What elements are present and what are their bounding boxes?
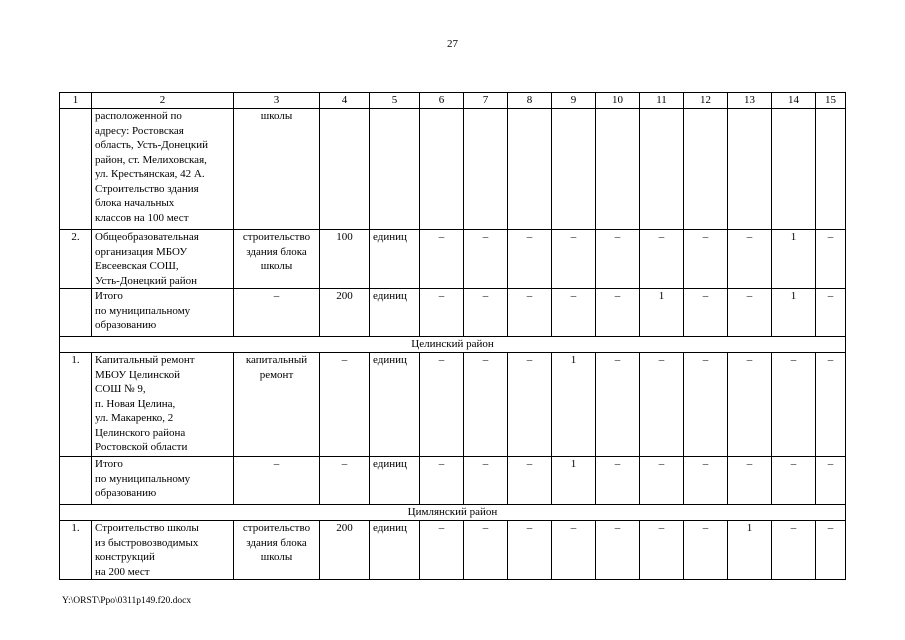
table-cell — [420, 109, 464, 230]
section-row — [60, 505, 846, 521]
cell-text: МБОУ Целинской — [95, 368, 181, 381]
column-header: 8 — [508, 93, 552, 109]
table-cell — [60, 289, 92, 337]
cell-text: школы — [260, 260, 293, 272]
table-cell — [728, 353, 772, 457]
table-cell — [508, 230, 552, 289]
table-cell — [684, 109, 728, 230]
table-cell — [816, 109, 846, 230]
table-cell — [728, 109, 772, 230]
table-cell — [508, 521, 552, 580]
table-row — [60, 109, 846, 230]
cell-text: Ростовской области — [95, 441, 188, 453]
table-cell — [508, 457, 552, 505]
cell-text: – — [482, 290, 489, 302]
cell-text: 200 — [336, 290, 353, 302]
cell-text: – — [614, 354, 621, 366]
cell-text: здания блока — [246, 536, 307, 549]
cell-text: по муниципальному — [95, 304, 191, 317]
table-cell — [552, 289, 596, 337]
table-cell — [60, 457, 92, 505]
table-cell — [234, 353, 320, 457]
table-cell — [234, 457, 320, 505]
cell-text: адресу: Ростовская — [95, 124, 184, 137]
cell-text: единиц — [373, 354, 407, 366]
cell-text: – — [827, 458, 834, 470]
cell-text: единиц — [373, 231, 407, 243]
cell-text: Общеобразовательная — [95, 231, 199, 243]
table-row — [60, 353, 846, 457]
cell-text: – — [482, 231, 489, 243]
cell-text: – — [702, 458, 709, 470]
cell-text: здания блока — [246, 245, 307, 258]
cell-text: 2. — [71, 231, 80, 243]
cell-text: п. Новая Целина, — [95, 397, 176, 410]
cell-text: 200 — [336, 522, 353, 534]
table-header-row — [60, 93, 846, 109]
column-header: 3 — [234, 93, 320, 109]
cell-text: – — [526, 522, 533, 534]
table-cell — [640, 109, 684, 230]
table-cell — [684, 289, 728, 337]
cell-text: – — [438, 522, 445, 534]
cell-text: – — [702, 522, 709, 534]
table-cell — [320, 353, 370, 457]
cell-text: Целинского района — [95, 426, 186, 439]
cell-text: школы — [260, 110, 293, 122]
table-cell — [60, 230, 92, 289]
cell-text: конструкций — [95, 551, 155, 563]
table-cell — [320, 230, 370, 289]
table-cell — [816, 230, 846, 289]
table-cell — [370, 353, 420, 457]
cell-text: – — [438, 231, 445, 243]
table-cell — [772, 521, 816, 580]
table-cell — [728, 457, 772, 505]
table-cell — [728, 521, 772, 580]
cell-text: единиц — [373, 522, 407, 534]
cell-text: – — [273, 458, 280, 470]
table-cell — [596, 289, 640, 337]
cell-text: – — [790, 522, 797, 534]
cell-text: Строительство здания — [95, 182, 199, 195]
cell-text: – — [570, 231, 577, 243]
table-cell — [640, 521, 684, 580]
table-cell — [816, 353, 846, 457]
table-row — [60, 457, 846, 505]
table-cell — [596, 109, 640, 230]
cell-text: – — [614, 290, 621, 302]
cell-text: образованию — [95, 319, 157, 331]
table-cell — [552, 457, 596, 505]
cell-text: – — [790, 354, 797, 366]
column-header: 1 — [60, 93, 92, 109]
table-cell — [728, 230, 772, 289]
cell-text: – — [827, 231, 834, 243]
table-cell — [464, 230, 508, 289]
column-header: 6 — [420, 93, 464, 109]
table-cell — [772, 230, 816, 289]
table-cell — [370, 289, 420, 337]
table-cell — [92, 109, 234, 230]
table-cell — [816, 521, 846, 580]
table-cell — [684, 353, 728, 457]
cell-text: блока начальных — [95, 197, 175, 209]
cell-text: школы — [260, 551, 293, 563]
cell-text: классов на 100 мест — [95, 211, 189, 224]
table-cell — [552, 230, 596, 289]
table-cell — [596, 353, 640, 457]
table-cell — [234, 109, 320, 230]
cell-text: – — [526, 290, 533, 302]
table-cell — [684, 457, 728, 505]
cell-text: организация МБОУ — [95, 245, 188, 258]
table-cell — [552, 109, 596, 230]
column-header: 15 — [816, 93, 846, 109]
cell-text: 100 — [336, 231, 353, 243]
cell-text: – — [827, 522, 834, 534]
table-cell — [320, 289, 370, 337]
table-cell — [370, 109, 420, 230]
cell-text: Строительство школы — [95, 522, 199, 534]
cell-text: – — [273, 290, 280, 302]
table-cell — [464, 353, 508, 457]
column-header: 2 — [92, 93, 234, 109]
table-cell — [92, 521, 234, 580]
table-cell — [60, 109, 92, 230]
table-cell — [640, 230, 684, 289]
cell-text: СОШ № 9, — [95, 383, 146, 395]
cell-text: – — [614, 458, 621, 470]
file-path: Y:\ORST\Ppo\0311p149.f20.docx — [62, 596, 192, 606]
cell-text: Итого — [95, 458, 123, 470]
table-cell — [552, 521, 596, 580]
table-row — [60, 289, 846, 337]
table-cell — [234, 521, 320, 580]
table-cell — [772, 457, 816, 505]
table-cell — [772, 109, 816, 230]
table-cell — [508, 353, 552, 457]
cell-text: расположенной по — [95, 110, 182, 122]
column-header: 13 — [728, 93, 772, 109]
cell-text: – — [570, 522, 577, 534]
table-row — [60, 521, 846, 580]
cell-text: капитальный — [245, 354, 308, 366]
table-cell — [596, 521, 640, 580]
cell-text: – — [482, 522, 489, 534]
cell-text: 1 — [746, 522, 753, 534]
cell-text: на 200 мест — [95, 565, 150, 578]
column-header: 4 — [320, 93, 370, 109]
cell-text: – — [746, 290, 753, 302]
table-cell — [92, 353, 234, 457]
table-cell — [684, 230, 728, 289]
cell-text: 1 — [658, 290, 665, 302]
cell-text: единиц — [373, 458, 407, 470]
cell-text: 1 — [570, 458, 577, 470]
table-cell — [60, 521, 92, 580]
column-header: 9 — [552, 93, 596, 109]
cell-text: – — [526, 231, 533, 243]
cell-text: – — [438, 354, 445, 366]
cell-text: 1. — [71, 522, 80, 534]
cell-text: ул. Макаренко, 2 — [95, 412, 174, 424]
table-cell — [684, 521, 728, 580]
table-cell — [728, 289, 772, 337]
table-cell — [92, 230, 234, 289]
table-cell — [464, 289, 508, 337]
table-cell — [320, 109, 370, 230]
table-cell — [370, 521, 420, 580]
cell-text: область, Усть-Донецкий — [95, 139, 209, 151]
table-cell — [234, 230, 320, 289]
table-cell — [508, 289, 552, 337]
cell-text: – — [658, 354, 665, 366]
cell-text: – — [658, 231, 665, 243]
cell-text: – — [526, 458, 533, 470]
cell-text: 1 — [570, 354, 577, 366]
table-cell — [552, 353, 596, 457]
column-header: 14 — [772, 93, 816, 109]
table-cell — [60, 353, 92, 457]
table-cell — [370, 230, 420, 289]
cell-text: – — [746, 354, 753, 366]
cell-text: – — [790, 458, 797, 470]
cell-text: – — [614, 231, 621, 243]
cell-text: – — [341, 354, 348, 366]
cell-text: 1 — [790, 290, 797, 302]
table-cell — [92, 457, 234, 505]
table-row — [60, 230, 846, 289]
cell-text: – — [746, 231, 753, 243]
table-cell — [420, 289, 464, 337]
table-cell — [370, 457, 420, 505]
table-cell — [420, 353, 464, 457]
page-number: 27 — [447, 38, 458, 50]
table-cell — [464, 521, 508, 580]
table-cell — [234, 289, 320, 337]
section-row — [60, 337, 846, 353]
cell-text: строительство — [242, 522, 311, 534]
cell-text: – — [658, 522, 665, 534]
table-cell — [640, 457, 684, 505]
table-cell — [640, 289, 684, 337]
cell-text: – — [614, 522, 621, 534]
table-cell — [420, 230, 464, 289]
table-cell — [320, 521, 370, 580]
table-cell — [420, 521, 464, 580]
data-table — [59, 92, 846, 580]
cell-text: – — [702, 231, 709, 243]
cell-text: строительство — [242, 231, 311, 243]
section-title: Цимлянский район — [60, 505, 846, 521]
cell-text: – — [827, 354, 834, 366]
column-header: 10 — [596, 93, 640, 109]
table-cell — [92, 289, 234, 337]
table-cell — [464, 457, 508, 505]
cell-text: – — [658, 458, 665, 470]
cell-text: 1. — [71, 354, 80, 366]
cell-text: Итого — [95, 290, 123, 302]
column-header: 7 — [464, 93, 508, 109]
cell-text: – — [702, 354, 709, 366]
cell-text: – — [438, 458, 445, 470]
cell-text: – — [570, 290, 577, 302]
table-cell — [596, 457, 640, 505]
cell-text: из быстровозводимых — [95, 536, 199, 549]
table-cell — [772, 353, 816, 457]
cell-text: образованию — [95, 487, 157, 499]
table-cell — [320, 457, 370, 505]
cell-text: – — [746, 458, 753, 470]
table-cell — [816, 289, 846, 337]
section-title: Целинский район — [60, 337, 846, 353]
cell-text: район, ст. Мелиховская, — [95, 153, 207, 166]
cell-text: Капитальный ремонт — [95, 354, 195, 366]
table-cell — [596, 230, 640, 289]
table-cell — [640, 353, 684, 457]
cell-text: – — [341, 458, 348, 470]
table-cell — [772, 289, 816, 337]
column-header: 12 — [684, 93, 728, 109]
table-cell — [816, 457, 846, 505]
cell-text: – — [526, 354, 533, 366]
column-header: 5 — [370, 93, 420, 109]
cell-text: Усть-Донецкий район — [95, 274, 198, 287]
cell-text: единиц — [373, 290, 407, 302]
table-cell — [508, 109, 552, 230]
cell-text: ремонт — [259, 368, 294, 381]
cell-text: 1 — [790, 231, 797, 243]
cell-text: – — [438, 290, 445, 302]
cell-text: ул. Крестьянская, 42 А. — [95, 168, 205, 180]
cell-text: Евсеевская СОШ, — [95, 260, 179, 272]
table-cell — [420, 457, 464, 505]
cell-text: – — [702, 290, 709, 302]
cell-text: по муниципальному — [95, 472, 191, 485]
cell-text: – — [827, 290, 834, 302]
cell-text: – — [482, 458, 489, 470]
column-header: 11 — [640, 93, 684, 109]
table-cell — [464, 109, 508, 230]
cell-text: – — [482, 354, 489, 366]
